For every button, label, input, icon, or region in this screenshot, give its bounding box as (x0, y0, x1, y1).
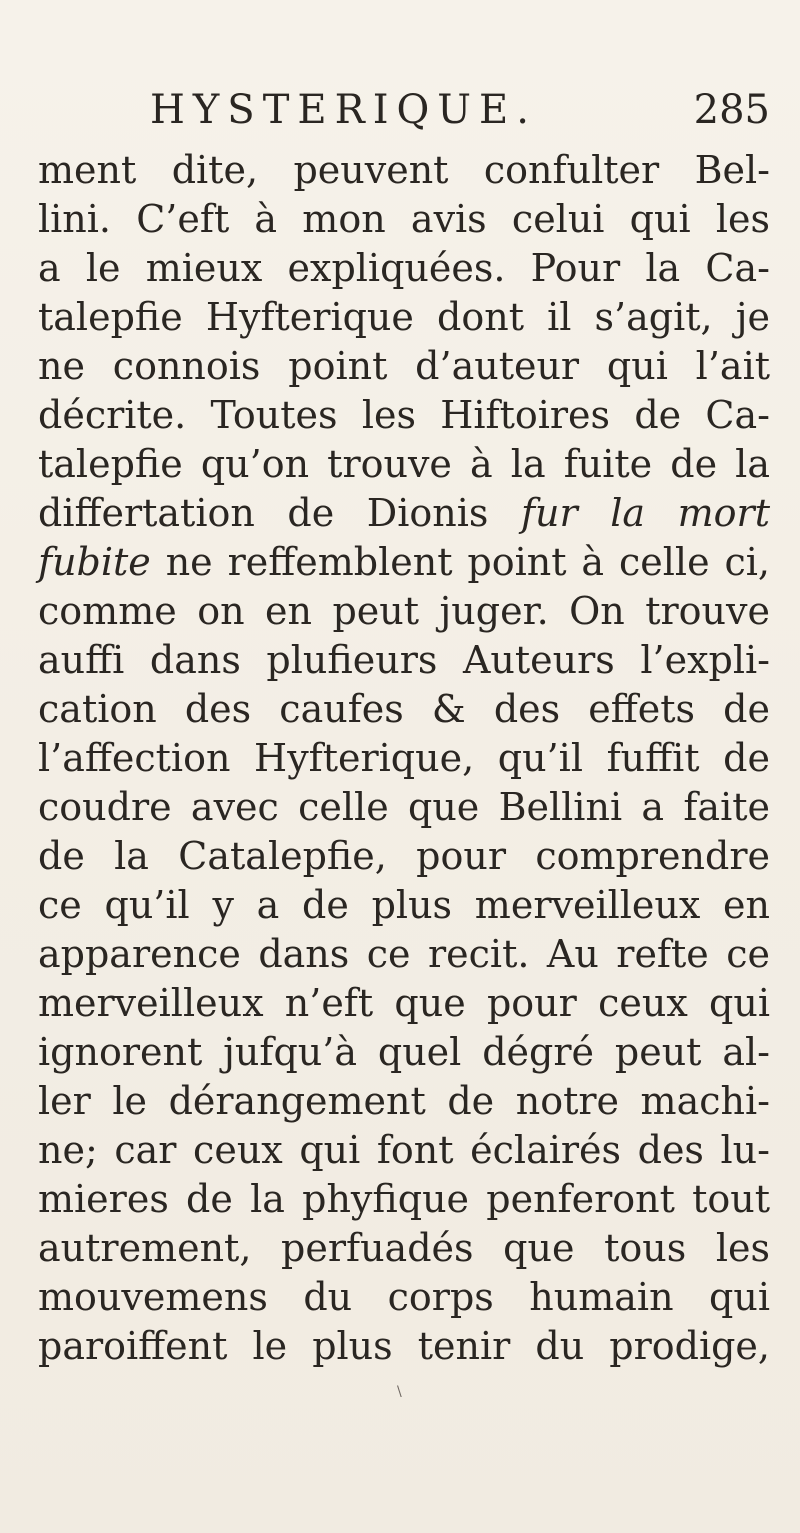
text-line: lini. C’eft à mon avis celui qui les (38, 197, 770, 241)
page-header (150, 80, 770, 140)
text-line: coudre avec celle que Bellini a faite (38, 785, 770, 829)
text-line: décrite. Toutes les Hiftoires de Ca- (38, 393, 770, 437)
text-line: ment dite, peuvent confulter Bel- (38, 148, 770, 192)
text-line: l’affection Hyfterique, qu’il fuffit de (38, 736, 770, 780)
text-line-italic: fur la mort (520, 491, 770, 535)
text-line: talepfie qu’on trouve à la fuite de la (38, 442, 770, 486)
running-head: HYSTERIQUE. (150, 87, 537, 133)
text-line: talepfie Hyfterique dont il s’agit, je (38, 295, 770, 339)
text-line: ce qu’il y a de plus merveilleux en (38, 883, 770, 927)
text-line: ignorent jufqu’à quel dégré peut al- (38, 1030, 770, 1074)
text-line (38, 538, 770, 587)
text-line: ler le dérangement de notre machi- (38, 1079, 770, 1123)
text-line: mouvemens du corps humain qui (38, 1275, 770, 1319)
body-text (38, 146, 770, 1371)
text-line (38, 489, 770, 538)
text-line: ne connois point d’auteur qui l’ait (38, 344, 770, 388)
text-line: auffi dans plufieurs Auteurs l’expli- (38, 638, 770, 682)
text-line: comme on en peut juger. On trouve (38, 589, 770, 633)
text-line: ne; car ceux qui font éclairés des lu- (38, 1128, 770, 1172)
page-number: 285 (693, 87, 770, 133)
text-line: apparence dans ce recit. Au refte ce (38, 932, 770, 976)
text-line-italic: fubite (38, 540, 151, 584)
text-line: de la Catalepfie, pour comprendre (38, 834, 770, 878)
text-line: paroiffent le plus tenir du prodige, (38, 1324, 770, 1368)
text-line-roman: differtation de Dionis (38, 491, 521, 535)
text-line: autrement, perfuadés que tous les (38, 1226, 770, 1270)
text-line: cation des caufes & des effets de (38, 687, 770, 731)
text-line: merveilleux n’eft que pour ceux qui (38, 981, 770, 1025)
text-line: a le mieux expliquées. Pour la Ca- (38, 246, 770, 290)
ink-mark: \ (397, 1384, 402, 1400)
text-line-roman: ne reffemblent point à celle ci, (150, 540, 770, 584)
text-line: mieres de la phyfique penferont tout (38, 1177, 770, 1221)
